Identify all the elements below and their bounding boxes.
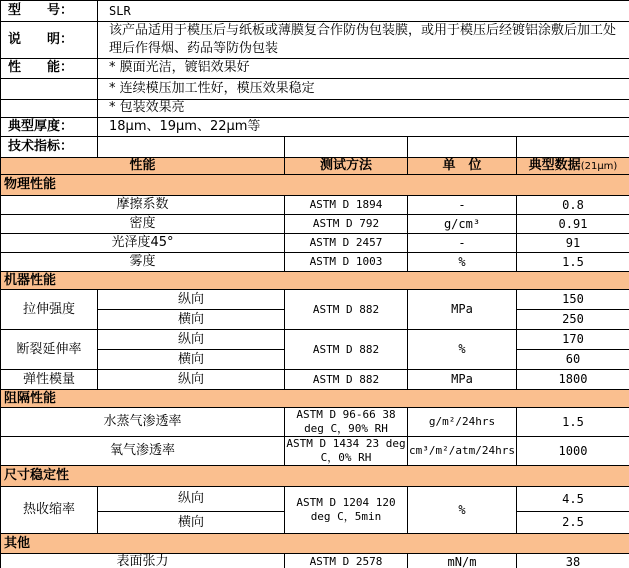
header-property: 性能	[1, 158, 285, 175]
model-label: 型 号：	[1, 1, 98, 22]
section-band-other	[1, 534, 629, 554]
value: 91	[517, 234, 629, 253]
value: 38	[517, 554, 629, 568]
table-header-row	[1, 158, 629, 175]
empty-cell	[285, 137, 408, 158]
value: 150	[517, 290, 629, 310]
row-feature-1	[1, 59, 629, 79]
table-row	[1, 215, 629, 234]
table-row	[1, 554, 629, 568]
header-unit: 单 位	[408, 158, 517, 175]
row-feature-2	[1, 79, 629, 100]
table-row	[1, 290, 629, 310]
test-method: ASTM D 792	[285, 215, 408, 234]
table-row	[1, 253, 629, 272]
unit: mN/m	[408, 554, 517, 568]
property-name: 弹性模量	[1, 370, 98, 390]
test-method: ASTM D 1204 120 deg C，5min	[285, 487, 408, 534]
feature-bullet: * 包装效果亮	[98, 100, 629, 118]
model-value: SLR	[98, 1, 629, 22]
tech-index-label: 技术指标：	[1, 137, 98, 158]
property-name: 表面张力	[1, 554, 285, 568]
table-row	[1, 487, 629, 512]
thickness-label: 典型厚度：	[1, 118, 98, 137]
header-typical-data-text: 典型数据	[528, 158, 581, 173]
table-row	[1, 437, 629, 466]
value: 0.8	[517, 196, 629, 215]
test-method: ASTM D 2457	[285, 234, 408, 253]
direction: 纵向	[98, 330, 285, 350]
test-method: ASTM D 96-66 38 deg C，90% RH	[285, 408, 408, 437]
header-method: 测试方法	[285, 158, 408, 175]
section-band-physical	[1, 175, 629, 196]
property-name: 摩擦系数	[1, 196, 285, 215]
test-method: ASTM D 1003	[285, 253, 408, 272]
unit: cm³/m²/atm/24hrs	[408, 437, 517, 466]
empty-cell	[517, 137, 629, 158]
unit: g/cm³	[408, 215, 517, 234]
property-name: 密度	[1, 215, 285, 234]
property-name: 光泽度45°	[1, 234, 285, 253]
section-title: 尺寸稳定性	[1, 466, 629, 487]
section-title: 物理性能	[1, 175, 629, 196]
row-description	[1, 22, 629, 59]
value: 0.91	[517, 215, 629, 234]
value: 170	[517, 330, 629, 350]
value: 2.5	[517, 512, 629, 534]
header-typical-data	[517, 158, 629, 175]
test-method: ASTM D 2578	[285, 554, 408, 568]
value: 60	[517, 350, 629, 370]
empty-label-cell	[1, 100, 98, 118]
table-row	[1, 234, 629, 253]
section-title: 机器性能	[1, 272, 629, 290]
row-tech-index	[1, 137, 629, 158]
section-title: 阻隔性能	[1, 390, 629, 408]
unit: g/m²/24hrs	[408, 408, 517, 437]
table-row	[1, 370, 629, 390]
value: 1000	[517, 437, 629, 466]
direction: 纵向	[98, 290, 285, 310]
value: 1800	[517, 370, 629, 390]
header-typical-data-note: (21μm)	[580, 161, 618, 172]
unit: MPa	[408, 370, 517, 390]
property-name: 热收缩率	[1, 487, 98, 534]
unit: -	[408, 196, 517, 215]
property-name: 雾度	[1, 253, 285, 272]
thickness-value: 18μm、19μm、22μm等	[98, 118, 629, 137]
unit: %	[408, 330, 517, 370]
property-name: 水蒸气渗透率	[1, 408, 285, 437]
row-feature-3	[1, 100, 629, 118]
section-band-mechanical	[1, 272, 629, 290]
unit: %	[408, 253, 517, 272]
unit: %	[408, 487, 517, 534]
section-band-dimensional	[1, 466, 629, 487]
property-name: 拉伸强度	[1, 290, 98, 330]
empty-label-cell	[1, 79, 98, 100]
description-value: 该产品适用于模压后与纸板或薄膜复合作防伪包装膜，或用于模压后经镀铝涂敷后加工处理后作得烟、药品等防伪包装	[98, 22, 629, 59]
test-method: ASTM D 882	[285, 330, 408, 370]
value: 4.5	[517, 487, 629, 512]
test-method: ASTM D 882	[285, 370, 408, 390]
feature-bullet: * 连续模压加工性好，模压效果稳定	[98, 79, 629, 100]
test-method: ASTM D 1894	[285, 196, 408, 215]
description-label: 说 明：	[1, 22, 98, 59]
features-label: 性 能：	[1, 59, 98, 79]
unit: -	[408, 234, 517, 253]
property-name: 断裂延伸率	[1, 330, 98, 370]
table-row	[1, 330, 629, 350]
value: 1.5	[517, 408, 629, 437]
direction: 纵向	[98, 370, 285, 390]
section-title: 其他	[1, 534, 629, 554]
direction: 纵向	[98, 487, 285, 512]
empty-cell	[98, 137, 285, 158]
table-row	[1, 196, 629, 215]
unit: MPa	[408, 290, 517, 330]
test-method: ASTM D 882	[285, 290, 408, 330]
empty-cell	[408, 137, 517, 158]
test-method: ASTM D 1434 23 deg C，0% RH	[286, 437, 406, 465]
section-band-barrier	[1, 390, 629, 408]
row-model	[1, 1, 629, 22]
table-row	[1, 408, 629, 437]
property-name: 氧气渗透率	[1, 437, 285, 466]
row-thickness	[1, 118, 629, 137]
direction: 横向	[98, 310, 285, 330]
value: 1.5	[517, 253, 629, 272]
direction: 横向	[98, 350, 285, 370]
value: 250	[517, 310, 629, 330]
direction: 横向	[98, 512, 285, 534]
feature-bullet: * 膜面光洁，镀铝效果好	[98, 59, 629, 79]
